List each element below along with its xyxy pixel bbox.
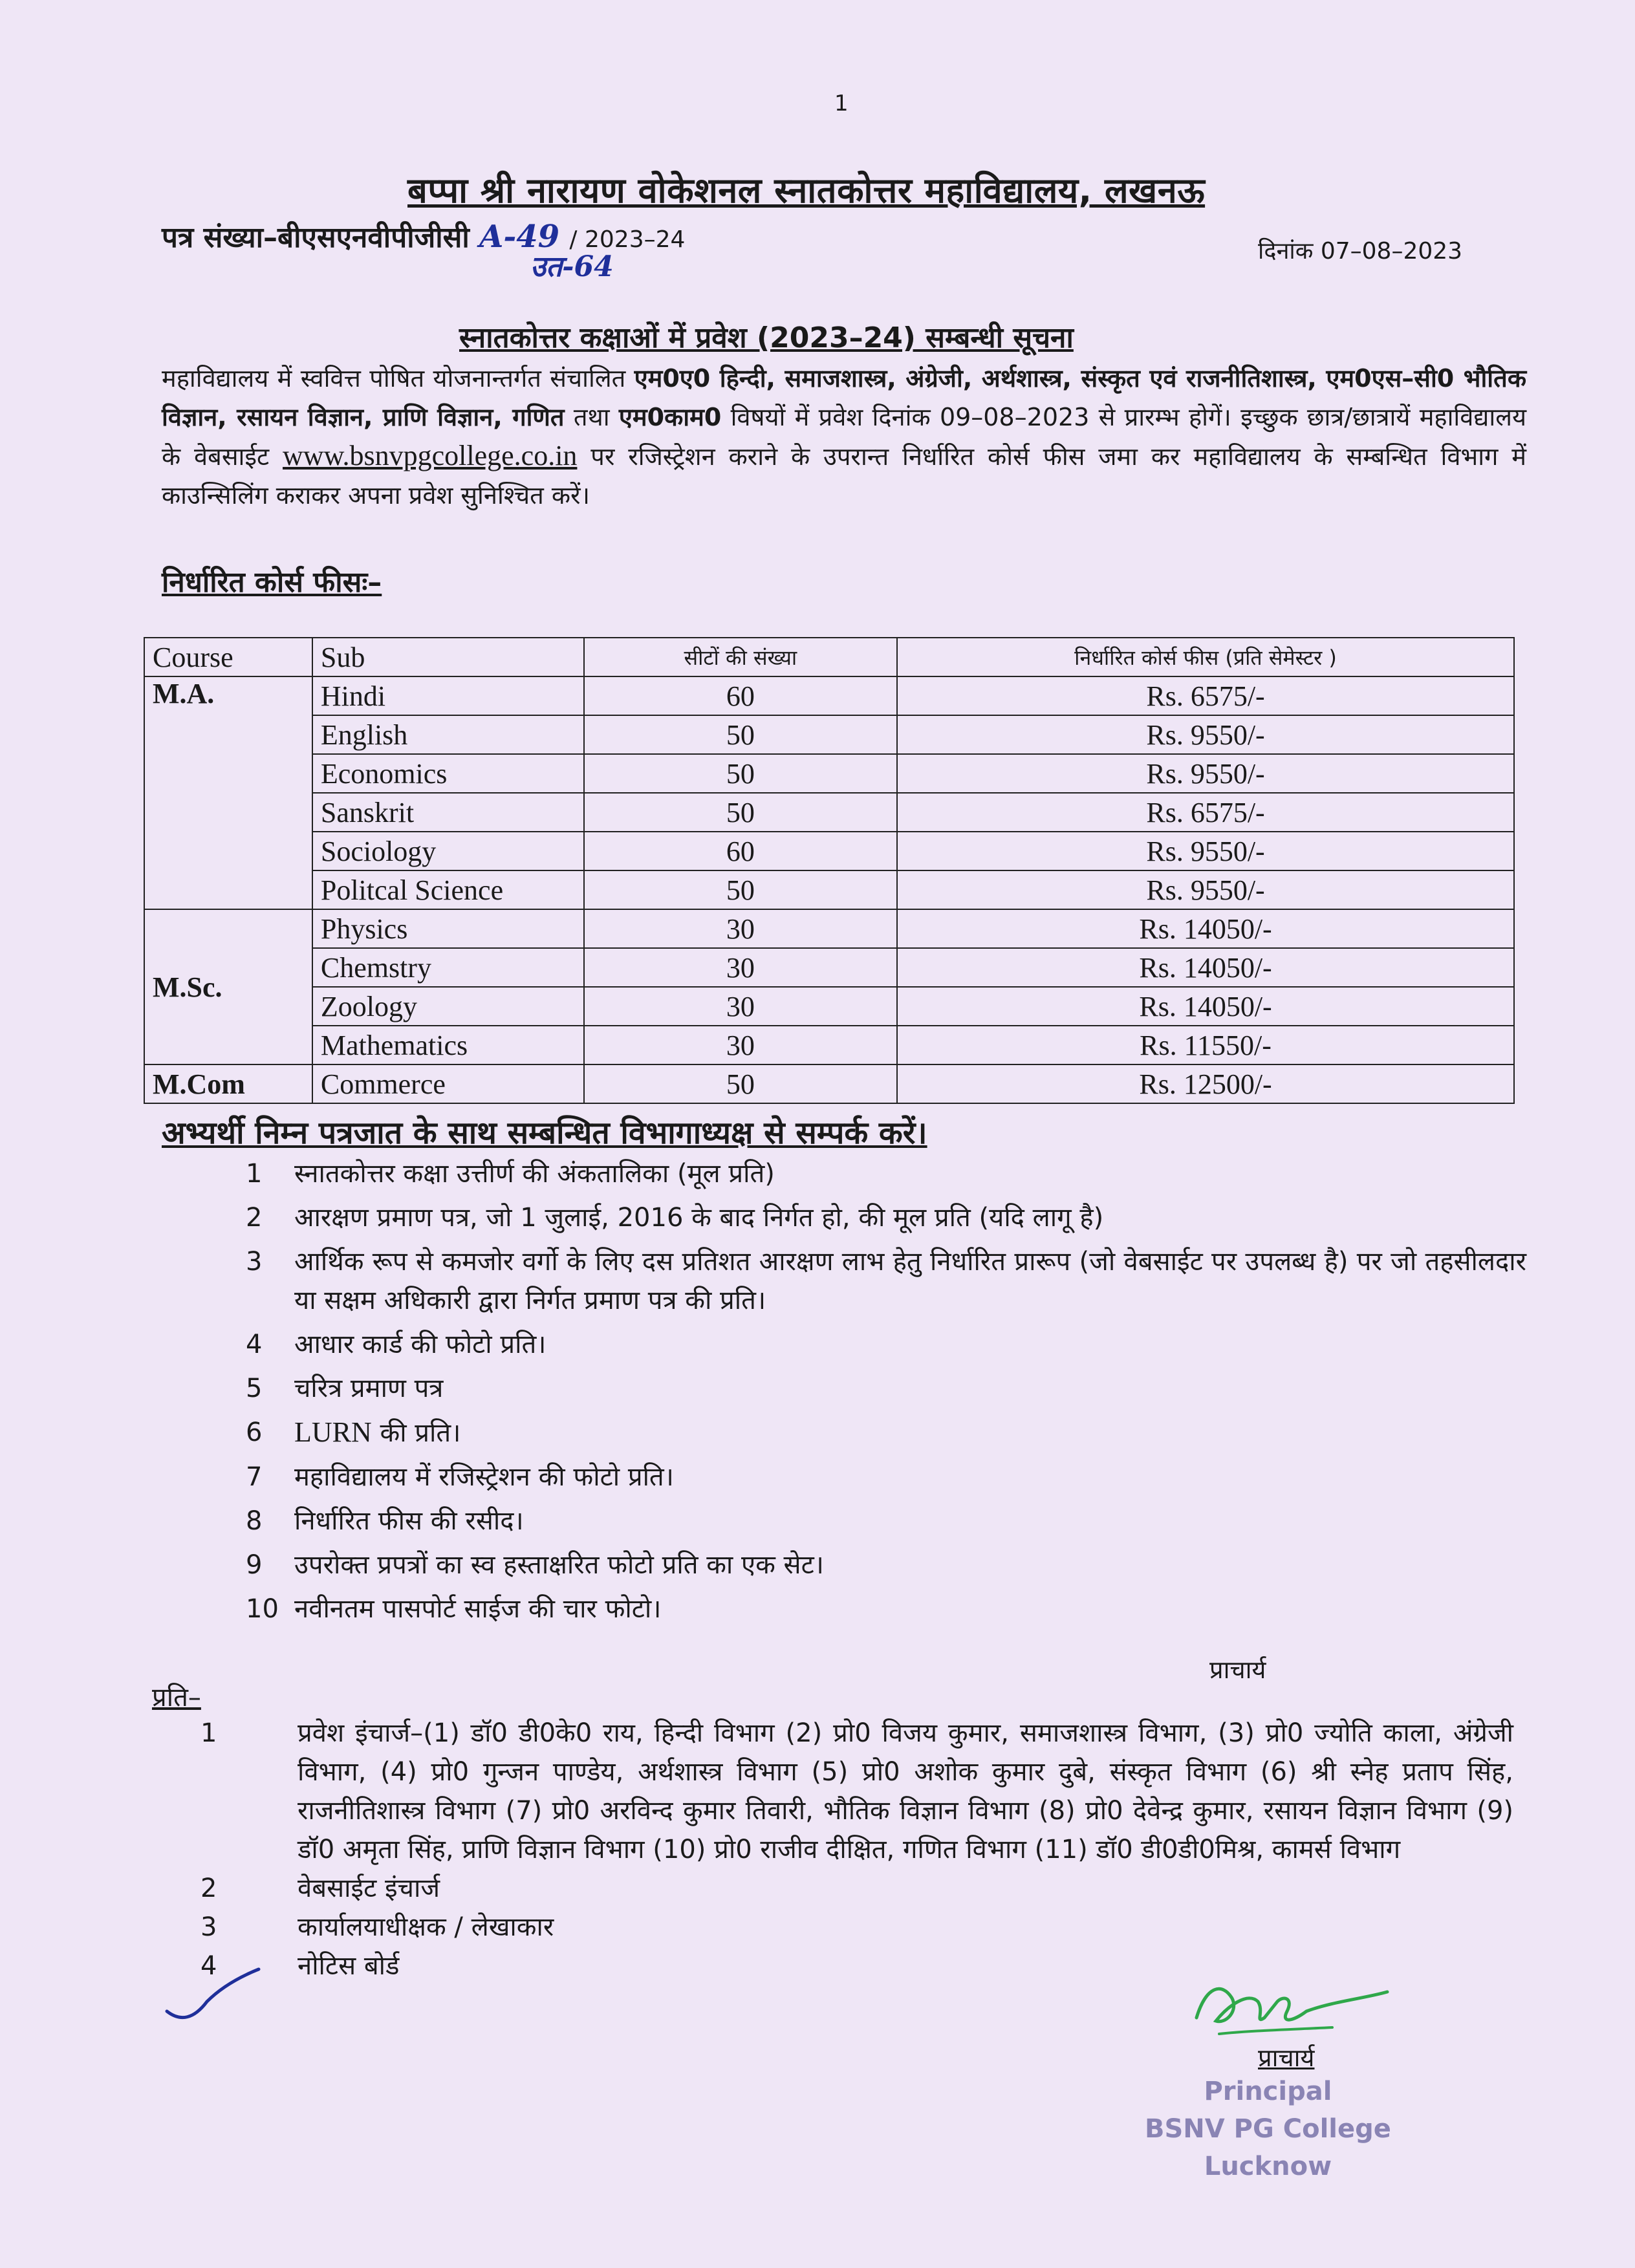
- seats-cell: 60: [584, 832, 897, 870]
- page-number: 1: [834, 91, 849, 116]
- fee-cell: Rs. 9550/-: [897, 870, 1514, 909]
- item-number: 4: [246, 1330, 263, 1359]
- stamp-line-1: Principal: [1204, 2077, 1332, 2106]
- ref-year: / 2023–24: [569, 226, 686, 253]
- list-item: [194, 1714, 1513, 1869]
- item-text: कार्यालयाधीक्षक / लेखाकार: [298, 1912, 554, 1942]
- seats-cell: 50: [584, 793, 897, 832]
- list-item: [246, 1590, 1526, 1628]
- intro-text-1: महाविद्यालय में स्ववित्त पोषित योजनान्तर्गत संचालित: [162, 364, 634, 393]
- header-fee: निर्धारित कोर्स फीस (प्रति सेमेस्टर ): [897, 638, 1514, 676]
- table-row: [144, 754, 1514, 793]
- item-text: नोटिस बोर्ड: [298, 1951, 400, 1981]
- website-link[interactable]: www.bsnvpgcollege.co.in: [283, 440, 578, 471]
- subject-cell: Politcal Science: [312, 870, 584, 909]
- list-item: [246, 1325, 1526, 1364]
- item-number: 3: [246, 1247, 263, 1277]
- subject-cell: Physics: [312, 909, 584, 948]
- item-number: 2: [246, 1203, 263, 1233]
- intro-paragraph: [162, 359, 1526, 515]
- item-number: 7: [246, 1462, 263, 1492]
- table-row: [144, 1064, 1514, 1103]
- header-sub: Sub: [312, 638, 584, 676]
- item-latin-text: LURN: [294, 1416, 372, 1448]
- table-row: [144, 676, 1514, 715]
- seats-cell: 60: [584, 676, 897, 715]
- table-row: [144, 948, 1514, 987]
- fee-cell: Rs. 9550/-: [897, 715, 1514, 754]
- seats-cell: 50: [584, 715, 897, 754]
- item-number: 3: [200, 1912, 217, 1942]
- fee-cell: Rs. 6575/-: [897, 676, 1514, 715]
- fee-cell: Rs. 6575/-: [897, 793, 1514, 832]
- fee-cell: Rs. 11550/-: [897, 1026, 1514, 1064]
- item-text: निर्धारित फीस की रसीद।: [294, 1506, 524, 1536]
- course-cell: M.Com: [144, 1064, 312, 1103]
- subject-cell: Sociology: [312, 832, 584, 870]
- seats-cell: 30: [584, 909, 897, 948]
- list-item: [246, 1198, 1526, 1237]
- list-item: [246, 1369, 1526, 1408]
- table-row: [144, 793, 1514, 832]
- intro-mcom: एम0काम0: [618, 403, 722, 431]
- item-text: आरक्षण प्रमाण पत्र, जो 1 जुलाई, 2016 के बाद निर्गत हो, की मूल प्रति (यदि लागू है): [294, 1203, 1104, 1233]
- item-text: महाविद्यालय में रजिस्ट्रेशन की फोटो प्रति।: [294, 1462, 674, 1492]
- header-seats: सीटों की संख्या: [584, 638, 897, 676]
- course-cell: M.A.: [144, 676, 312, 909]
- handwritten-ref: A-49: [479, 219, 560, 255]
- subject-cell: Mathematics: [312, 1026, 584, 1064]
- seats-cell: 50: [584, 754, 897, 793]
- course-cell: M.Sc.: [144, 909, 312, 1064]
- item-number: 2: [200, 1874, 217, 1903]
- fee-table: [144, 637, 1515, 1104]
- item-number: 8: [246, 1506, 263, 1536]
- list-item: [194, 1869, 1513, 1908]
- item-rest-text: की प्रति।: [371, 1418, 461, 1448]
- item-text: स्नातकोत्तर कक्षा उत्तीर्ण की अंकतालिका (मूल प्रति): [294, 1159, 775, 1189]
- item-number: 5: [246, 1374, 263, 1403]
- copy-to-label: प्रति–: [152, 1683, 201, 1712]
- seats-cell: 50: [584, 1064, 897, 1103]
- item-number: 10: [246, 1594, 279, 1624]
- item-number: 4: [200, 1951, 217, 1981]
- documents-list: [246, 1154, 1526, 1634]
- college-stamp: [1145, 2073, 1391, 2185]
- item-number: 1: [246, 1159, 263, 1189]
- fee-cell: Rs. 14050/-: [897, 909, 1514, 948]
- table-row: [144, 870, 1514, 909]
- seats-cell: 30: [584, 987, 897, 1026]
- intro-text-2: तथा: [564, 403, 619, 431]
- subject-cell: Commerce: [312, 1064, 584, 1103]
- table-row: [144, 909, 1514, 948]
- stamp-line-2: BSNV PG College: [1145, 2114, 1391, 2144]
- handwritten-ref-2: उत-64: [530, 250, 614, 283]
- intro-courses: एम0ए0 हिन्दी, समाजशास्त्र, अंग्रेजी, अर्थशास्त्र, संस्कृत एवं राजनीतिशास्त्र, एम0एस–सी0 भौतिक विज्ञान, रसायन विज्ञान, प्राणि विज्ञान, गणित: [162, 364, 1526, 431]
- intro-text-4: पर रजिस्ट्रेशन कराने के उपरान्त निर्धारित कोर्स फीस जमा कर महाविद्यालय के सम्बन्धित विभाग में काउन्सिलिंग कराकर अपना प्रवेश सुनिश्चित करें।: [162, 442, 1526, 510]
- documents-heading: अभ्यर्थी निम्न पत्रजात के साथ सम्बन्धित विभागाध्यक्ष से सम्पर्क करें।: [162, 1115, 927, 1151]
- fee-cell: Rs. 14050/-: [897, 948, 1514, 987]
- seats-cell: 30: [584, 1026, 897, 1064]
- item-text: आधार कार्ड की फोटो प्रति।: [294, 1330, 547, 1359]
- list-item: [246, 1154, 1526, 1193]
- seats-cell: 30: [584, 948, 897, 987]
- table-row: [144, 832, 1514, 870]
- subject-cell: Zoology: [312, 987, 584, 1026]
- item-number: 1: [200, 1718, 217, 1748]
- college-name: बप्पा श्री नारायण वोकेशनल स्नातकोत्तर महाविद्यालय, लखनऊ: [407, 170, 1206, 211]
- table-row: [144, 987, 1514, 1026]
- table-header-row: [144, 638, 1514, 676]
- principal-label: प्राचार्य: [1209, 1656, 1266, 1684]
- intro-text-3: विषयों में प्रवेश दिनांक 09–08–2023 से प्रारम्भ होगें। इच्छुक छात्र/छात्रायें महाविद्यालय के वेबसाईट: [162, 403, 1526, 471]
- table-row: [144, 715, 1514, 754]
- signature-label: प्राचार्य: [1258, 2044, 1315, 2072]
- subject-cell: Sanskrit: [312, 793, 584, 832]
- fee-cell: Rs. 9550/-: [897, 754, 1514, 793]
- item-text: प्रवेश इंचार्ज–(1) डॉ0 डी0के0 राय, हिन्दी विभाग (2) प्रो0 विजय कुमार, समाजशास्त्र विभाग, (3) प्रो0 ज्योति काला, अंग्रेजी विभाग, (4) प्रो0 गुन्जन पाण्डेय, अर्थशास्त्र विभाग (5) प्रो0 अशोक कुमार दुबे, संस्कृत विभाग (6) श्री स्नेह प्रताप सिंह, राजनीतिशास्त्र विभाग (7) प्रो0 अरविन्द कुमार तिवारी, भौतिक विज्ञान विभाग (8) प्रो0 देवेन्द्र कुमार, रसायन विज्ञान विभाग (9) डॉ0 अमृता सिंह, प्राणि विज्ञान विभाग (10) प्रो0 राजीव दीक्षित, गणित विभाग (11) डॉ0 डी0डी0मिश्र, कामर्स विभाग: [298, 1718, 1513, 1864]
- fee-cell: Rs. 9550/-: [897, 832, 1514, 870]
- list-item: [194, 1908, 1513, 1947]
- notice-subject: स्नातकोत्तर कक्षाओं में प्रवेश (2023–24) सम्बन्धी सूचना: [459, 321, 1074, 354]
- list-item: [246, 1502, 1526, 1540]
- fee-heading: निर्धारित कोर्स फीसः–: [162, 566, 382, 599]
- item-text: आर्थिक रूप से कमजोर वर्गो के लिए दस प्रतिशत आरक्षण लाभ हेतु निर्धारित प्रारूप (जो वेबसाईट पर उपलब्ध है) पर जो तहसीलदार या सक्षम अधिकारी द्वारा निर्गत प्रमाण पत्र की प्रति।: [294, 1247, 1526, 1315]
- list-item: [246, 1458, 1526, 1496]
- list-item: [246, 1242, 1526, 1320]
- stamp-line-3: Lucknow: [1204, 2152, 1332, 2181]
- item-text: नवीनतम पासपोर्ट साईज की चार फोटो।: [294, 1594, 662, 1624]
- list-item: [246, 1413, 1526, 1453]
- table-row: [144, 1026, 1514, 1064]
- principal-signature: [1099, 1972, 1397, 2050]
- subject-cell: Hindi: [312, 676, 584, 715]
- copy-list: [194, 1714, 1513, 1985]
- item-text: [294, 1413, 1526, 1453]
- item-text: वेबसाईट इंचार्ज: [298, 1874, 440, 1903]
- item-number: 6: [246, 1418, 263, 1447]
- subject-cell: English: [312, 715, 584, 754]
- ref-label: पत्र संख्या–बीएसएनवीपीजीसी: [162, 221, 470, 254]
- item-text: उपरोक्त प्रपत्रों का स्व हस्ताक्षरित फोटो प्रति का एक सेट।: [294, 1550, 824, 1580]
- item-number: 9: [246, 1550, 263, 1580]
- header-course: Course: [144, 638, 312, 676]
- list-item: [246, 1546, 1526, 1584]
- letter-date: दिनांक 07–08–2023: [1258, 238, 1463, 265]
- fee-cell: Rs. 12500/-: [897, 1064, 1514, 1103]
- subject-cell: Chemstry: [312, 948, 584, 987]
- subject-cell: Economics: [312, 754, 584, 793]
- tick-mark: [162, 1966, 265, 2024]
- fee-cell: Rs. 14050/-: [897, 987, 1514, 1026]
- item-text: चरित्र प्रमाण पत्र: [294, 1374, 444, 1403]
- seats-cell: 50: [584, 870, 897, 909]
